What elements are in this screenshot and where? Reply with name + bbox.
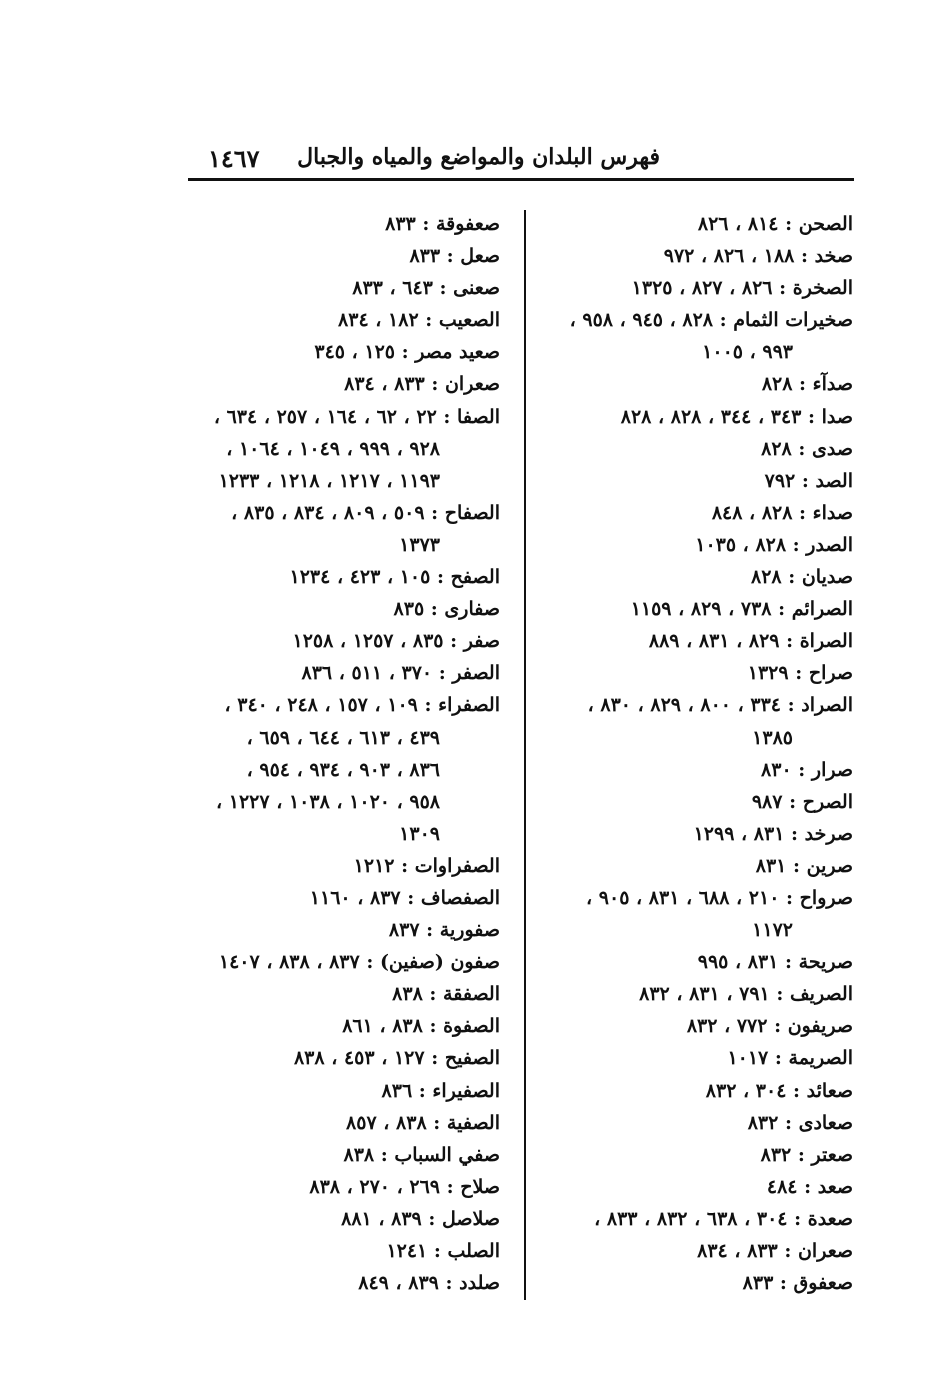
index-entry: صفارى : ٨٣٥ [393, 598, 500, 621]
index-entry: صعتر : ٨٣٢ [760, 1143, 853, 1166]
index-entry: الصراد : ٣٣٤ ، ٨٠٠ ، ٨٢٩ ، ٨٣٠ ، [587, 694, 853, 717]
index-entry: الصفصاف : ٨٣٧ ، ١١٦٠ [309, 886, 500, 909]
index-entry: صعل : ٨٣٣ [409, 245, 500, 268]
index-entry-continuation: ١٣٨٥ [752, 726, 793, 749]
index-entry: الصفيح : ١٢٧ ، ٤٥٣ ، ٨٣٨ [293, 1047, 500, 1070]
index-entry: الصفيراء : ٨٣٦ [381, 1079, 500, 1102]
index-entry: صعنى : ٦٤٣ ، ٨٣٣ [352, 277, 500, 300]
index-entry: الصفوة : ٨٣٨ ، ٨٦١ [342, 1015, 500, 1038]
index-entry: صداء : ٨٢٨ ، ٨٤٨ [711, 501, 853, 524]
index-entry: الصفر : ٣٧٠ ، ٥١١ ، ٨٣٦ [301, 662, 500, 685]
index-entry: صديان : ٨٢٨ [750, 566, 853, 589]
index-entry: صفورية : ٨٣٧ [388, 919, 500, 942]
index-entry-continuation: ٩٩٣ ، ١٠٠٥ [702, 341, 793, 364]
header-rule [188, 178, 854, 181]
index-entry: صلدد : ٨٣٩ ، ٨٤٩ [358, 1272, 500, 1295]
index-entry: الصفراوات : ١٢١٢ [353, 854, 500, 877]
index-entry: الصفا : ٢٢ ، ٦٢ ، ١٦٤ ، ٢٥٧ ، ٦٣٤ ، [213, 405, 500, 428]
index-entry: صرار : ٨٣٠ [761, 758, 853, 781]
index-entry: صعفوق : ٨٣٣ [742, 1272, 853, 1295]
index-entry: الصفية : ٨٣٨ ، ٨٥٧ [346, 1111, 500, 1134]
index-entry: الصرائم : ٧٣٨ ، ٨٢٩ ، ١١٥٩ [630, 598, 853, 621]
index-entry: صدآء : ٨٢٨ [761, 373, 853, 396]
index-entry: صعيد مصر : ١٢٥ ، ٣٤٥ [314, 341, 500, 364]
index-entry: صرواح : ٢١٠ ، ٦٨٨ ، ٨٣١ ، ٩٠٥ ، [586, 886, 853, 909]
index-entry: صريحة : ٨٣١ ، ٩٩٥ [697, 951, 853, 974]
index-entry: صعران : ٨٣٣ ، ٨٣٤ [344, 373, 500, 396]
index-entry: صعدة : ٣٠٤ ، ٦٣٨ ، ٨٣٢ ، ٨٣٣ ، [594, 1207, 853, 1230]
index-entry: الصريمة : ١٠١٧ [727, 1047, 853, 1070]
index-entry: صريفون : ٧٧٢ ، ٨٣٢ [686, 1015, 853, 1038]
page-title: فهرس البلدان والمواضع والمياه والجبال [297, 144, 660, 170]
index-entry: صدى : ٨٢٨ [761, 437, 853, 460]
index-entry: الصدر : ٨٢٨ ، ١٠٣٥ [695, 533, 853, 556]
index-entry: صفون (صفين) : ٨٣٧ ، ٨٣٨ ، ١٤٠٧ [218, 951, 500, 974]
index-entry: صدا : ٣٤٣ ، ٣٤٤ ، ٨٢٨ ، ٨٢٨ [620, 405, 853, 428]
index-entry: الصخرة : ٨٢٦ ، ٨٢٧ ، ١٣٢٥ [631, 277, 853, 300]
index-entry: صعران : ٨٣٣ ، ٨٣٤ [697, 1240, 853, 1262]
index-entry-continuation: ٩٢٨ ، ٩٩٩ ، ١٠٤٩ ، ١٠٦٤ ، [226, 437, 440, 460]
index-column-right [468, 208, 853, 1299]
index-entry-continuation: ١١٩٣ ، ١٢١٧ ، ١٢١٨ ، ١٢٣٣ [218, 469, 440, 492]
index-entry-continuation: ٩٥٨ ، ١٠٢٠ ، ١٠٣٨ ، ١٢٢٧ ، [216, 790, 440, 813]
index-entry: الصفراء : ١٠٩ ، ١٥٧ ، ٢٤٨ ، ٣٤٠ ، [224, 694, 500, 717]
page-header [188, 142, 854, 178]
index-entry: صخد : ١٨٨ ، ٨٢٦ ، ٩٧٢ [663, 245, 853, 268]
index-entry: صراح : ١٣٢٩ [747, 662, 853, 685]
index-column-left [180, 208, 500, 1299]
index-entry-continuation: ١٣٠٩ [399, 822, 440, 845]
page-number: ١٤٦٧ [208, 144, 260, 173]
index-entry: صلاصل : ٨٣٩ ، ٨٨١ [341, 1207, 500, 1230]
index-entry-continuation: ٤٣٩ ، ٦١٣ ، ٦٤٤ ، ٦٥٩ ، [246, 726, 440, 749]
index-entry: الصفاح : ٥٠٩ ، ٨٠٩ ، ٨٣٤ ، ٨٣٥ ، [231, 501, 500, 524]
index-entry: صعفوقة : ٨٣٣ [385, 213, 500, 235]
index-entry-continuation: ١١٧٢ [752, 919, 793, 942]
index-entry: صخيرات الثمام : ٨٢٨ ، ٩٤٥ ، ٩٥٨ ، [569, 309, 853, 332]
index-entry: الصعيب : ١٨٢ ، ٨٣٤ [338, 309, 500, 332]
index-entry: صعائد : ٣٠٤ ، ٨٣٢ [705, 1079, 853, 1102]
index-entry: صعادى : ٨٣٢ [747, 1111, 853, 1134]
index-entry: صفي السباب : ٨٣٨ [343, 1143, 500, 1166]
index-entry: صعد : ٤٨٤ [766, 1175, 853, 1198]
index-entry: الصد : ٧٩٢ [764, 469, 853, 492]
index-entry: الصحن : ٨١٤ ، ٨٢٦ [697, 213, 853, 235]
index-entry: صفر : ٨٣٥ ، ١٢٥٧ ، ١٢٥٨ [292, 630, 500, 653]
index-entry: صرخد : ٨٣١ ، ١٢٩٩ [693, 822, 853, 845]
index-entry-continuation: ٨٣٦ ، ٩٠٣ ، ٩٣٤ ، ٩٥٤ ، [246, 758, 440, 781]
index-entry-continuation: ١٣٧٣ [399, 533, 440, 556]
index-entry: الصفح : ١٠٥ ، ٤٢٣ ، ١٢٣٤ [289, 566, 500, 589]
index-entry: صلاح : ٢٦٩ ، ٢٧٠ ، ٨٣٨ [309, 1175, 500, 1198]
index-entry: الصراة : ٨٢٩ ، ٨٣١ ، ٨٨٩ [648, 630, 853, 653]
index-entry: الصفقة : ٨٣٨ [392, 983, 500, 1006]
index-entry: الصريف : ٧٩١ ، ٨٣١ ، ٨٣٢ [639, 983, 853, 1006]
index-entry: صرين : ٨٣١ [755, 854, 853, 877]
index-entry: الصلب : ١٢٤١ [386, 1240, 500, 1262]
index-entry: الصرح : ٩٨٧ [751, 790, 853, 813]
